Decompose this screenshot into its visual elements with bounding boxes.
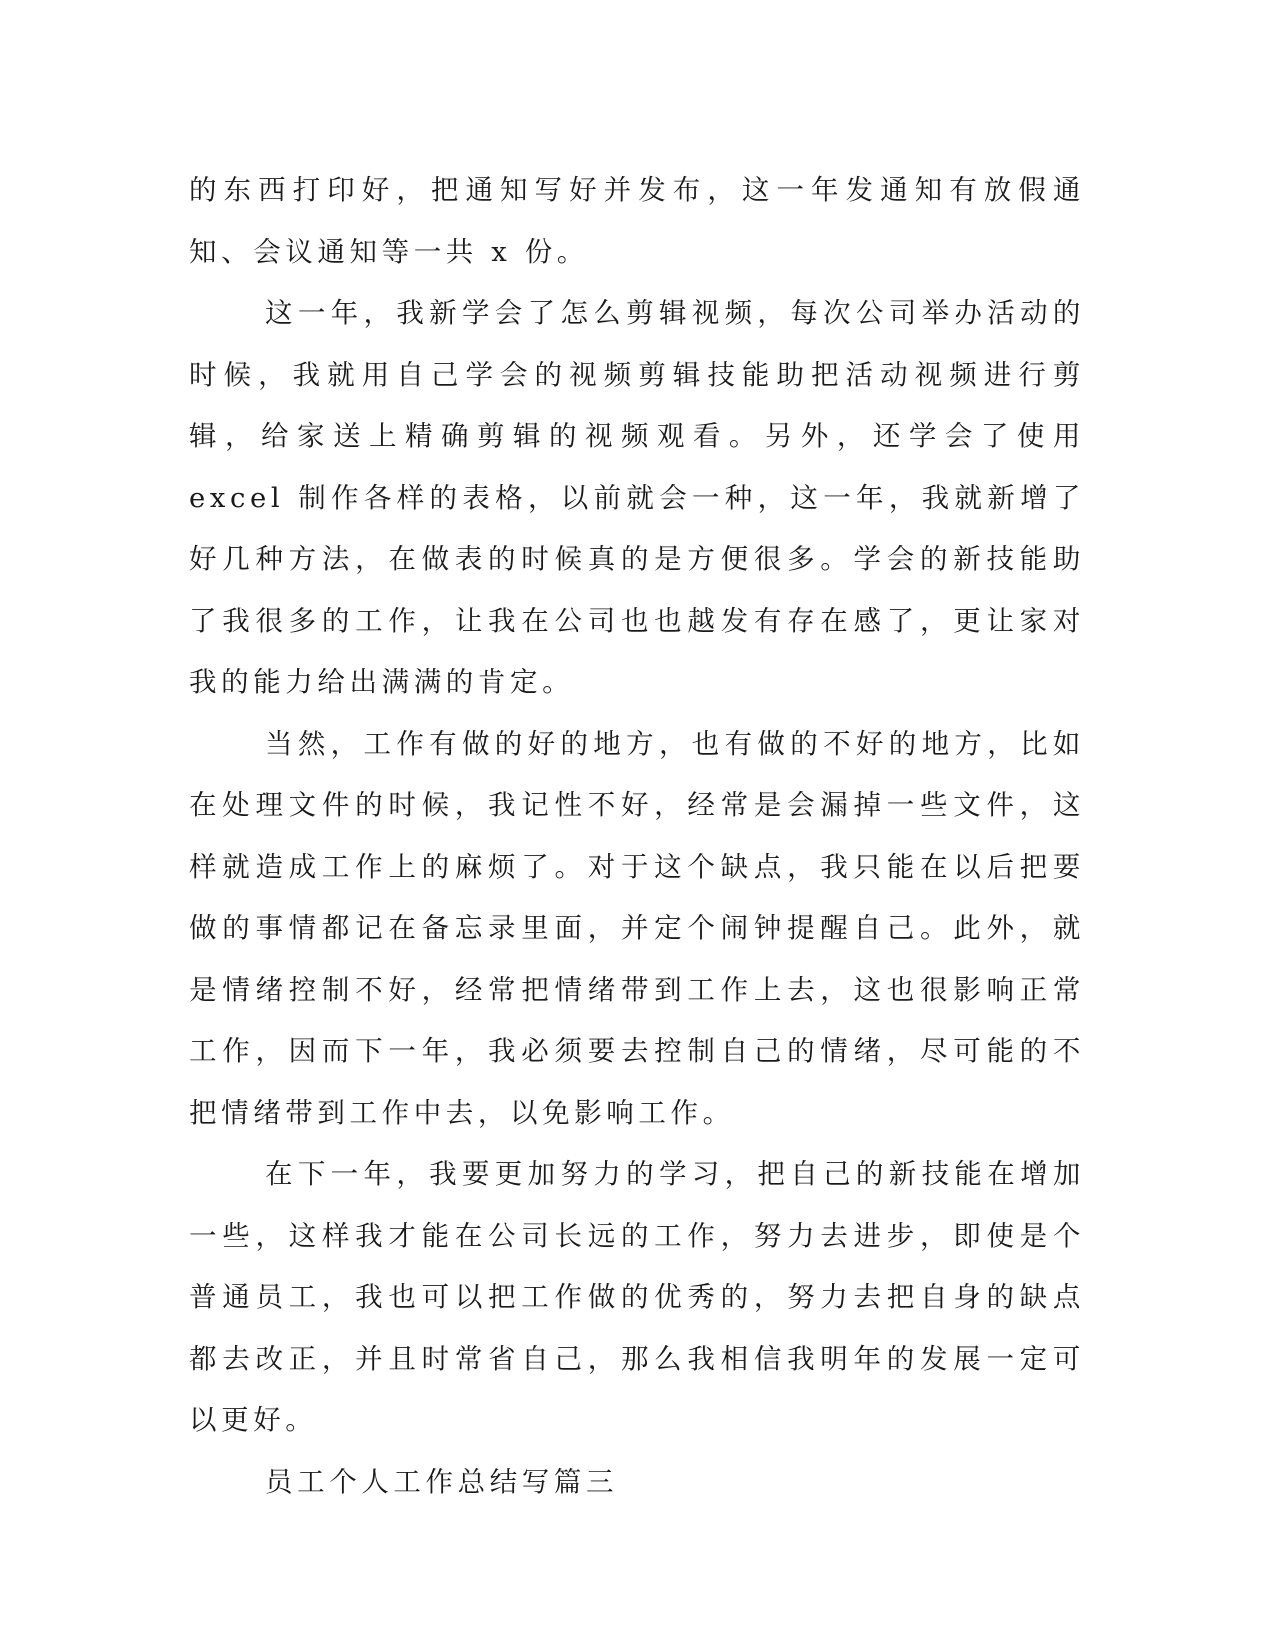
section-heading: 员工个人工作总结写篇三 [265, 1465, 619, 1498]
paragraph-4: 在下一年，我要更加努力的学习，把自己的新技能在增加一些，这样我才能在公司长远的工作，努力去进步，即使是个普通员工，我也可以把工作做的优秀的，努力去把自身的缺点都去改正，并且时常省自己，那么我相信我明年的发展一定可以更好。 [189, 1158, 1085, 1436]
document-body [189, 160, 1085, 1513]
paragraph-1: 的东西打印好，把通知写好并发布，这一年发通知有放假通知、会议通知等一共 x 份。 [189, 174, 1085, 268]
paragraph-2: 这一年，我新学会了怎么剪辑视频，每次公司举办活动的时候，我就用自己学会的视频剪辑技能助把活动视频进行剪辑，给家送上精确剪辑的视频观看。另外，还学会了使用 excel 制作各样的表格，以前就会一种，这一年，我就新增了好几种方法，在做表的时候真的是方便很多。学会的新技能助了我很多的工作，让我在公司也也越发有存在感了，更让家对我的能力给出满满的肯定。 [189, 297, 1085, 698]
paragraph-3: 当然，工作有做的好的地方，也有做的不好的地方，比如在处理文件的时候，我记性不好，经常是会漏掉一些文件，这样就造成工作上的麻烦了。对于这个缺点，我只能在以后把要做的事情都记在备忘录里面，并定个闹钟提醒自己。此外，就是情绪控制不好，经常把情绪带到工作上去，这也很影响正常工作，因而下一年，我必须要去控制自己的情绪，尽可能的不把情绪带到工作中去，以免影响工作。 [189, 727, 1085, 1129]
